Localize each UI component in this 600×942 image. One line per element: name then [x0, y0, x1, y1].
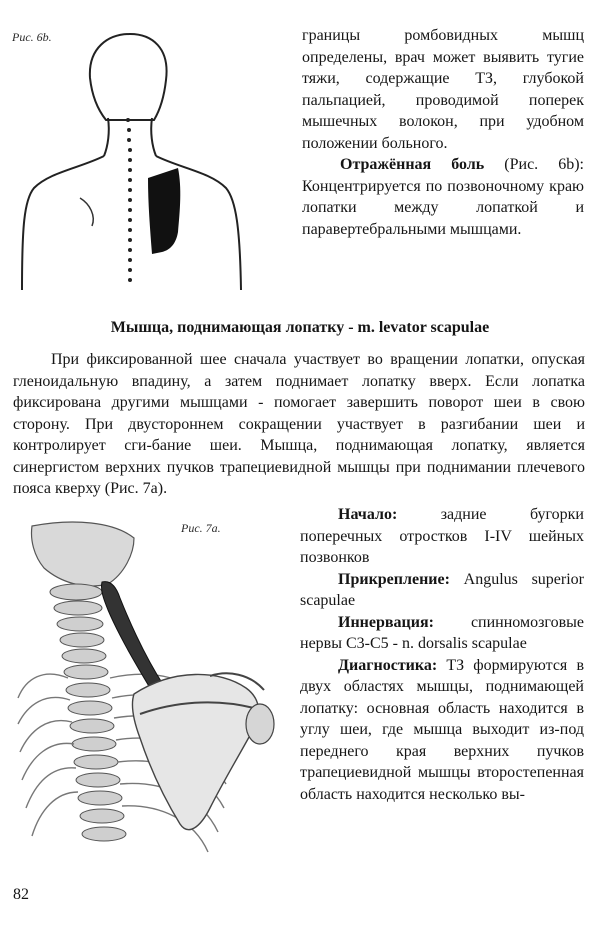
innervation-term: Иннервация: [338, 613, 434, 631]
innervation-paragraph [300, 612, 584, 655]
figure-7a-illustration [14, 518, 276, 868]
figure-6b-label: Рис. 6b. [12, 30, 52, 44]
diagnostics-paragraph [300, 655, 584, 806]
top-text-column [302, 25, 584, 240]
section-paragraph-text: При фиксированной шее сначала участвует во вращении лопатки, опуская гленоидальную впадину, а затем поднимает лопатку вверх. Если лопатка фиксирована другими мышцами - помогает завершить поворот шеи в свою сторону. При двустороннем сокращении участвует в разгибании шеи и контролирует сги-бание шеи. Мышца, поднимающая лопатку, является синергистом верхних пучков трапециевидной мышцы при поднимании плечевого пояса кверху (Рис. 7а). [13, 351, 585, 497]
section-heading: Мышца, поднимающая лопатку - m. levator scapulae [110, 319, 490, 336]
section-paragraph [13, 349, 585, 500]
referred-pain-term: Отражённая боль [340, 156, 485, 173]
figure-6b-illustration [20, 28, 282, 298]
referred-pain-text: (Рис. 6b): Концентрируется по позвоночному краю лопатки между лопаткой и паравертебральными мышцами. [302, 156, 584, 238]
right-text-column [300, 504, 584, 805]
insertion-term: Прикрепление: [338, 570, 450, 588]
innervation-text: спинномозговые нервы С3-С5 - n. dorsalis scapulae [300, 613, 584, 652]
page-number: 82 [13, 886, 29, 903]
origin-text: задние бугорки поперечных отростков I-IV шейных позвонков [300, 506, 584, 566]
origin-term: Начало: [338, 506, 398, 523]
paragraph-rhomboid-palpation: границы ромбовидных мышц определены, врач может выявить тугие тяжи, содержащие ТЗ, глубокой пальпацией, проводимой поперек мышечных волокон, при удобном положении больного. [302, 27, 584, 152]
paragraph-referred-pain [302, 154, 584, 240]
figure-7a-label: Рис. 7a. [181, 521, 221, 535]
insertion-paragraph [300, 569, 584, 612]
diagnostics-text: ТЗ формируются в двух областях мышцы, поднимающей лопатку: основная область находится в углу шеи, где мышца выходит из-под переднего края верхних пучков трапециевидной мышцы второстепенная область находится несколько вы- [300, 656, 584, 803]
diagnostics-term: Диагностика: [338, 656, 438, 674]
origin-paragraph [300, 504, 584, 569]
section-paragraph-container [13, 349, 585, 500]
insertion-text: Angulus superior scapulae [300, 570, 584, 609]
